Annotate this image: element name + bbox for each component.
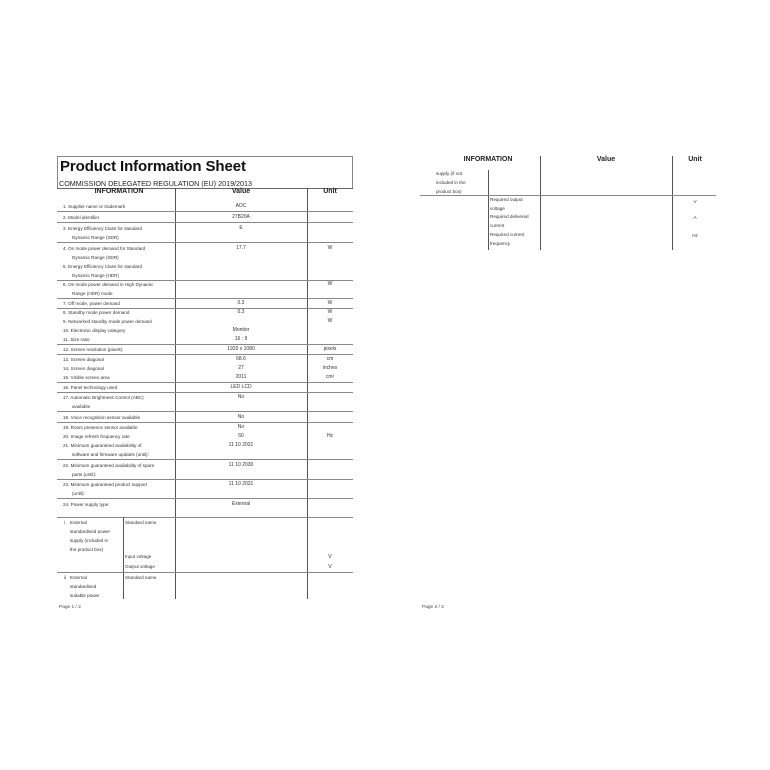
spec-label: 24. Power supply type: — [63, 502, 110, 507]
spec-value: 0.3 — [237, 309, 245, 315]
spec-unit: cm² — [325, 374, 335, 380]
spec-value: 60 — [238, 433, 244, 439]
page-1 — [57, 156, 353, 616]
spec-label: 18. Voice recognition sensor available — [63, 415, 141, 420]
spec-label: 3. Energy Efficiency Class for standard — [63, 226, 143, 231]
required-output-voltage-1: Required output — [490, 197, 523, 202]
spec-value: 1920 x 1080 — [227, 346, 255, 352]
spec-unit: Hz — [326, 433, 334, 439]
spec-label: 2. Model identifier — [63, 215, 100, 220]
spec-label: 1. Supplier name or trademark — [63, 204, 126, 209]
spec-label: 21. Minimum guaranteed availability of — [63, 443, 142, 448]
regulation-subtitle: COMMISSION DELEGATED REGULATION (EU) 2019/2013 — [59, 179, 253, 188]
spec-label-continued: Range (HDR) mode — [72, 291, 113, 296]
spec-unit: W — [327, 309, 333, 315]
spec-label-continued: Dynamic Range (SDR) — [72, 235, 119, 240]
row-rule — [57, 211, 353, 212]
spec-value: 27B20A — [232, 214, 250, 220]
spec-label: 22. Minimum guaranteed availability of spare — [63, 463, 155, 468]
spec-label: 11. Size ratio — [63, 337, 90, 342]
spec-value: 68.6 — [236, 356, 246, 362]
spec-label-continued: Dynamic Range (SDR) — [72, 255, 119, 260]
spec-unit: W — [327, 300, 333, 306]
continued-label-1: supply (if not — [436, 171, 463, 176]
page-2 — [420, 154, 720, 614]
psu-i-label-2: standardised power — [70, 529, 111, 534]
required-current-frequency-1: Required current — [490, 232, 525, 237]
row-rule — [57, 242, 353, 243]
psu-sub-divider — [123, 517, 124, 599]
continued-label-2: included in the — [436, 180, 466, 185]
psu-i-input-voltage: Input voltage — [125, 554, 152, 559]
spec-label: 23. Minimum guaranteed product support — [63, 482, 148, 487]
spec-unit: W — [327, 318, 333, 324]
psu-ii-label-3: suitable power — [70, 593, 100, 598]
spec-value: External — [231, 501, 251, 507]
spec-unit: W — [327, 245, 333, 251]
spec-label-continued: (until): — [72, 491, 85, 496]
spec-label-continued: software and firmware updates (until): — [72, 452, 149, 457]
row-rule — [57, 517, 353, 518]
header-value: Value — [596, 156, 616, 163]
spec-label: 16. Panel technology used — [63, 385, 118, 390]
psu-i-label-3: supply (included in — [70, 538, 109, 543]
spec-label: 14. Screen diagonal — [63, 366, 104, 371]
spec-value: 11 10 2031 — [228, 481, 254, 487]
spec-unit: cm — [326, 356, 334, 362]
spec-label: 5. Energy Efficiency Class for standard — [63, 264, 143, 269]
row-rule — [57, 459, 353, 460]
title-box — [57, 156, 353, 189]
spec-label: 6. On mode power demand in High Dynamic — [63, 282, 154, 287]
psu-i-marker: i — [64, 520, 66, 525]
spec-value: E — [239, 225, 243, 231]
required-delivered-current-2: current — [490, 223, 505, 228]
header-value: Value — [231, 188, 251, 195]
psu-i-label-4: the product box) — [70, 547, 104, 552]
psu-ii-label-1: External — [70, 575, 87, 580]
column-divider-info-value — [540, 156, 541, 250]
row-rule — [57, 498, 353, 499]
spec-label: 4. On mode power demand for Standard — [63, 246, 146, 251]
header-information: INFORMATION — [463, 156, 513, 163]
spec-value: 0.3 — [237, 300, 245, 306]
spec-label: 10. Electronic display category — [63, 328, 126, 333]
spec-label: 13. Screen diagonal — [63, 357, 104, 362]
spec-label: 20. Image refresh frequency rate — [63, 434, 130, 439]
spec-value: 17.7 — [236, 245, 246, 251]
spec-value: No — [237, 424, 245, 430]
spec-label: 7. Off mode, power demand — [63, 301, 120, 306]
required-output-voltage-2: voltage — [490, 206, 505, 211]
spec-unit: pixels — [323, 346, 337, 352]
required-current-frequency-2: frequency — [490, 241, 511, 246]
spec-unit: inches — [322, 365, 338, 371]
spec-label: 17. Automatic Brightness Control (ABC) — [63, 395, 144, 400]
page-footer-2: Page 2 / 2 — [422, 605, 444, 610]
required-current-frequency-unit: Hz — [692, 233, 698, 238]
required-output-voltage-unit: V — [693, 199, 697, 204]
document-title: Product Information Sheet — [60, 158, 246, 175]
psu-i-output-voltage-unit: V — [328, 564, 332, 570]
header-information: INFORMATION — [94, 188, 144, 195]
continued-label-3: product box) — [436, 189, 462, 194]
row-rule — [57, 572, 353, 573]
spec-label: 19. Room presence sensor available — [63, 425, 138, 430]
spec-value: No — [237, 414, 245, 420]
spec-label: 15. Visible screen area — [63, 375, 110, 380]
page-footer-1: Page 1 / 2 — [59, 605, 81, 610]
row-rule — [420, 195, 716, 196]
header-unit: Unit — [323, 188, 337, 195]
psu-ii-marker: ii — [64, 575, 67, 580]
spec-value: 16 : 9 — [234, 336, 248, 342]
psu-ii-standard-name: Standard name — [125, 575, 157, 580]
spec-label: 9. Networked standby mode power demand — [63, 319, 152, 324]
psu-i-label-1: External — [70, 520, 87, 525]
header-unit: Unit — [688, 156, 702, 163]
spec-value: AOC — [235, 203, 247, 209]
psu-sub-divider — [488, 170, 489, 250]
spec-label: 12. Screen resolution (pixels) — [63, 347, 123, 352]
spec-label: 8. Standby mode power demand — [63, 310, 130, 315]
spec-label-continued: available — [72, 404, 91, 409]
row-rule — [57, 222, 353, 223]
spec-label-continued: Dynamic Range (HDR) — [72, 273, 119, 278]
spec-value: LED LCD — [230, 384, 252, 390]
psu-ii-label-2: standardised — [70, 584, 97, 589]
required-delivered-current-unit: A — [693, 215, 697, 220]
spec-value: 27 — [238, 365, 244, 371]
spec-value: 2011 — [235, 374, 247, 380]
spec-label-continued: parts (until): — [72, 472, 97, 477]
required-delivered-current-1: Required delivered — [490, 214, 529, 219]
psu-i-output-voltage: Output voltage — [125, 564, 155, 569]
spec-value: No — [237, 394, 245, 400]
spec-value: 11 10 2030 — [228, 462, 254, 468]
psu-i-input-voltage-unit: V — [328, 554, 332, 560]
spec-value: 11 10 2031 — [228, 442, 254, 448]
spec-value: Monitor — [232, 327, 250, 333]
psu-i-standard-name: Standard name — [125, 520, 157, 525]
spec-unit: W — [327, 281, 333, 287]
row-rule — [57, 411, 353, 412]
